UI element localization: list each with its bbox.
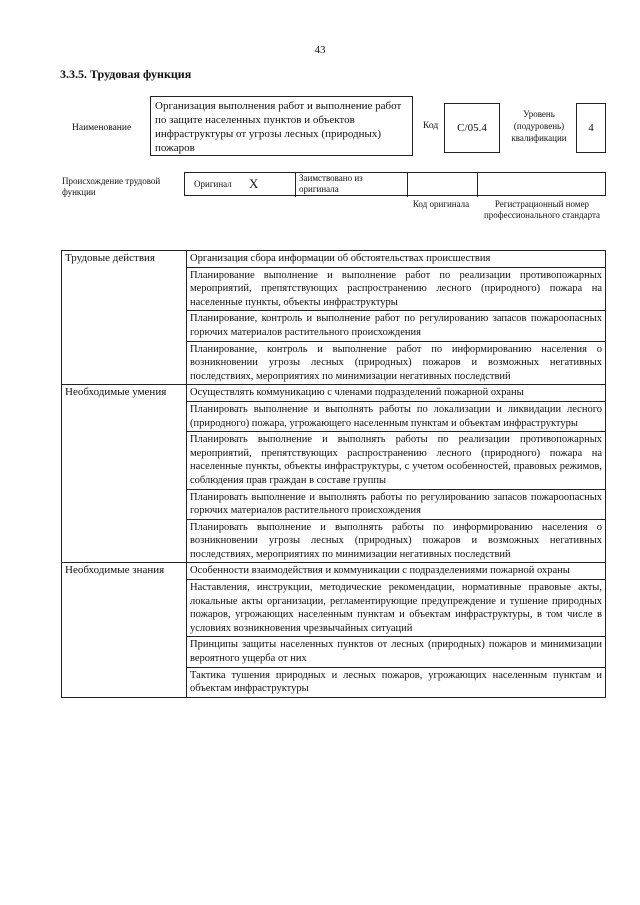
code-label: Код: [423, 121, 439, 131]
list-item: Организация сбора информации об обстоятельствах происшествия: [187, 251, 606, 268]
original-code-cell: [407, 173, 477, 197]
function-name-text: Организация выполнения работ и выполнение работ по защите населенных пунктов и объектов инфраструктуры от угрозы лесных (природных) пожаров: [155, 100, 402, 154]
original-label: Оригинал: [194, 179, 232, 189]
function-name-box: [150, 96, 413, 156]
list-item: Тактика тушения природных и лесных пожаров, угрожающих населенным пунктам и объектам инфраструктуры: [187, 667, 606, 697]
code-value: C/05.4: [457, 122, 487, 134]
borrowed-cell: [295, 173, 407, 197]
list-item: Осуществлять коммуникацию с членами подразделений пожарной охраны: [187, 385, 606, 402]
name-label: Наименование: [72, 123, 132, 133]
code-box: [444, 103, 500, 153]
table-row: [62, 385, 606, 402]
borrowed-label: Заимствовано из оригинала: [299, 173, 363, 194]
level-box: [576, 103, 606, 153]
list-item: Наставления, инструкции, методические рекомендации, нормативные правовые акты, локальные акты организации, регламентирующие предупреждение и тушение природных пожаров, угрожающих населенным пунктам и объектам инфраструктуры, в том числе в условиях возникновения чрезвычайных ситуаций: [187, 580, 606, 637]
page-number: 43: [314, 44, 326, 56]
category-required-knowledge: Необходимые знания: [62, 563, 187, 697]
level-label: Уровень (подуровень) квалификации: [511, 109, 567, 143]
list-item: Планирование выполнение и выполнение работ по реализации противопожарных мероприятий, препятствующих распространению лесного (природного) пожара на населенные пункты, объекты инфраструктуры: [187, 267, 606, 311]
category-required-skills: Необходимые умения: [62, 385, 187, 563]
list-item: Планирование, контроль и выполнение работ по информированию населения о возникновении угрозы лесных (природных) пожаров и возможных негативных последствиях, мероприятиях по минимизации негативных последствий: [187, 341, 606, 385]
table-row: [62, 563, 606, 580]
level-value: 4: [588, 122, 594, 134]
category-labor-actions: Трудовые действия: [62, 251, 187, 385]
reg-number-label: Регистрационный номер профессионального стандарта: [483, 199, 601, 220]
function-details-table: [61, 250, 606, 698]
section-title: 3.3.5. Трудовая функция: [60, 67, 192, 81]
table-row: [62, 251, 606, 268]
list-item: Принципы защиты населенных пунктов от лесных (природных) пожаров и минимизации вероятного ущерба от них: [187, 637, 606, 667]
reg-number-cell: [477, 173, 607, 197]
origin-label: Происхождение трудовой функции: [62, 176, 161, 197]
original-code-label: Код оригинала: [412, 199, 470, 209]
list-item: Планирование, контроль и выполнение работ по регулированию запасов пожароопасных горючих материалов растительного происхождения: [187, 311, 606, 341]
list-item: Планировать выполнение и выполнять работы по реализации противопожарных мероприятий, препятствующих распространению лесного (природного) пожара на населенные пункты, объекты инфраструктуры, с учетом особенностей, правовых режимов, соблюдения прав граждан в составе группы: [187, 432, 606, 489]
list-item: Планировать выполнение и выполнять работы по информированию населения о возникновении угрозы лесных (природных) пожаров и возможных негативных последствиях, мероприятиях по минимизации негативных последствий: [187, 519, 606, 563]
list-item: Особенности взаимодействия и коммуникации с подразделениями пожарной охраны: [187, 563, 606, 580]
list-item: Планировать выполнение и выполнять работы по регулированию запасов пожароопасных горючих материалов растительного происхождения: [187, 489, 606, 519]
origin-row: [184, 172, 606, 196]
list-item: Планировать выполнение и выполнять работы по локализации и ликвидации лесного (природного) пожара, угрожающего населенным пунктам и объектам инфраструктуры: [187, 401, 606, 431]
original-mark: X: [249, 176, 259, 191]
